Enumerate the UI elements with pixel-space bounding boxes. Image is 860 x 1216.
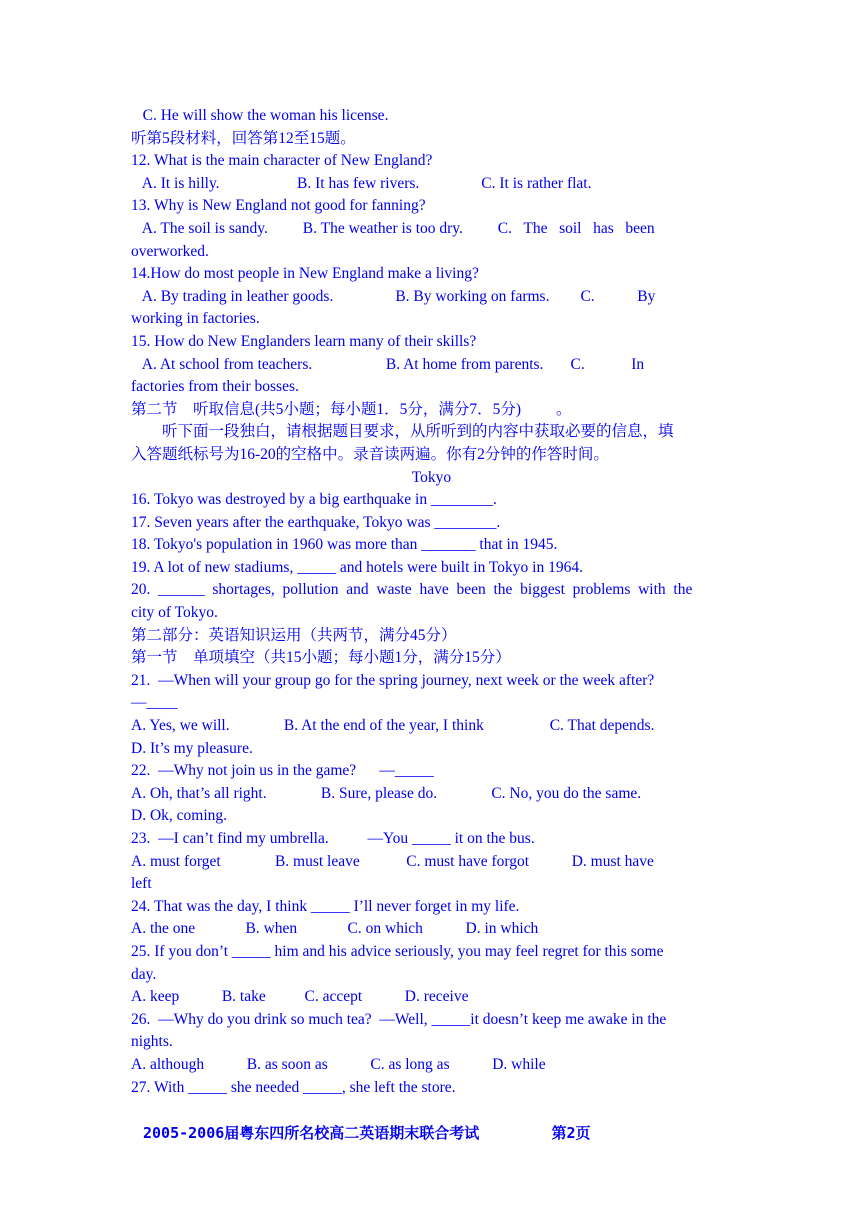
instruction-text: 听下面一段独白，请根据题目要求，从所听到的内容中获取必要的信息，填 (131, 423, 674, 441)
section-heading: 第二节 听取信息(共5小题；每小题1．5分，满分7．5分) 。 (131, 400, 572, 418)
question-21: 21. —When will your group go for the spring journey, next week or the week after? (131, 671, 655, 689)
question-27: 27. With _____ she needed _____, she left the store. (131, 1078, 456, 1096)
part-heading: 第二部分：英语知识运用（共两节，满分45分） (131, 626, 457, 644)
question-21-cont: —____ (131, 694, 178, 712)
passage-title: Tokyo (411, 468, 452, 486)
question-16: 16. Tokyo was destroyed by a big earthquake in ________. (131, 491, 497, 509)
options-21-cont: D. It’s my pleasure. (131, 739, 253, 757)
question-19: 19. A lot of new stadiums, _____ and hotels were built in Tokyo in 1964. (131, 558, 583, 576)
question-12: 12. What is the main character of New England? (131, 152, 433, 170)
question-14: 14.How do most people in New England make a living? (131, 265, 479, 283)
options-22: A. Oh, that’s all right. B. Sure, please do. C. No, you do the same. (131, 784, 642, 802)
section-instruction: 听第5段材料，回答第12至15题。 (131, 129, 356, 147)
question-18: 18. Tokyo's population in 1960 was more than _______ that in 1945. (131, 536, 558, 554)
question-17: 17. Seven years after the earthquake, Tokyo was ________. (131, 513, 501, 531)
option-line: C. He will show the woman his license. (131, 107, 389, 124)
options-12: A. It is hilly. B. It has few rivers. C. It is rather flat. (131, 174, 592, 192)
question-26-cont: nights. (131, 1033, 173, 1051)
options-13: A. The soil is sandy. B. The weather is too dry. C. The soil has been (131, 219, 655, 237)
question-25-cont: day. (131, 965, 157, 983)
question-20-cont: city of Tokyo. (131, 604, 218, 622)
options-14-cont: working in factories. (131, 310, 260, 328)
options-15: A. At school from teachers. B. At home from parents. C. In (131, 355, 645, 373)
options-25: A. keep B. take C. accept D. receive (131, 988, 469, 1006)
options-23: A. must forget B. must leave C. must have forgot D. must have (131, 852, 654, 870)
question-24: 24. That was the day, I think _____ I’ll never forget in my life. (131, 897, 520, 915)
instruction-text-cont: 入答题纸标号为16-20的空格中。录音读两遍。你有2分钟的作答时间。 (131, 445, 609, 463)
options-23-cont: left (131, 875, 152, 893)
question-15: 15. How do New Englanders learn many of their skills? (131, 332, 477, 350)
options-22-cont: D. Ok, coming. (131, 807, 228, 825)
question-22: 22. —Why not join us in the game? —_____ (131, 762, 434, 780)
options-26: A. although B. as soon as C. as long as D. while (131, 1055, 546, 1073)
options-13-cont: overworked. (131, 242, 209, 260)
options-15-cont: factories from their bosses. (131, 378, 299, 396)
options-14: A. By trading in leather goods. B. By working on farms. C. By (131, 287, 656, 305)
question-23: 23. —I can’t find my umbrella. —You _____ it on the bus. (131, 830, 535, 847)
question-13: 13. Why is New England not good for fanning? (131, 197, 426, 215)
question-20: 20. ______ shortages, pollution and waste have been the biggest problems with the (131, 581, 693, 599)
exam-page-body (131, 105, 732, 1099)
section-heading-2: 第一节 单项填空（共15小题；每小题1分，满分15分） (131, 649, 511, 667)
question-26: 26. —Why do you drink so much tea? —Well, _____it doesn’t keep me awake in the (131, 1010, 667, 1028)
options-21: A. Yes, we will. B. At the end of the year, I think C. That depends. (131, 717, 655, 735)
options-24: A. the one B. when C. on which D. in which (131, 920, 539, 938)
question-25: 25. If you don’t _____ him and his advice seriously, you may feel regret for this some (131, 942, 664, 960)
page-footer: 2005-2006届粤东四所名校高二英语期末联合考试 第2页 (143, 1124, 591, 1142)
